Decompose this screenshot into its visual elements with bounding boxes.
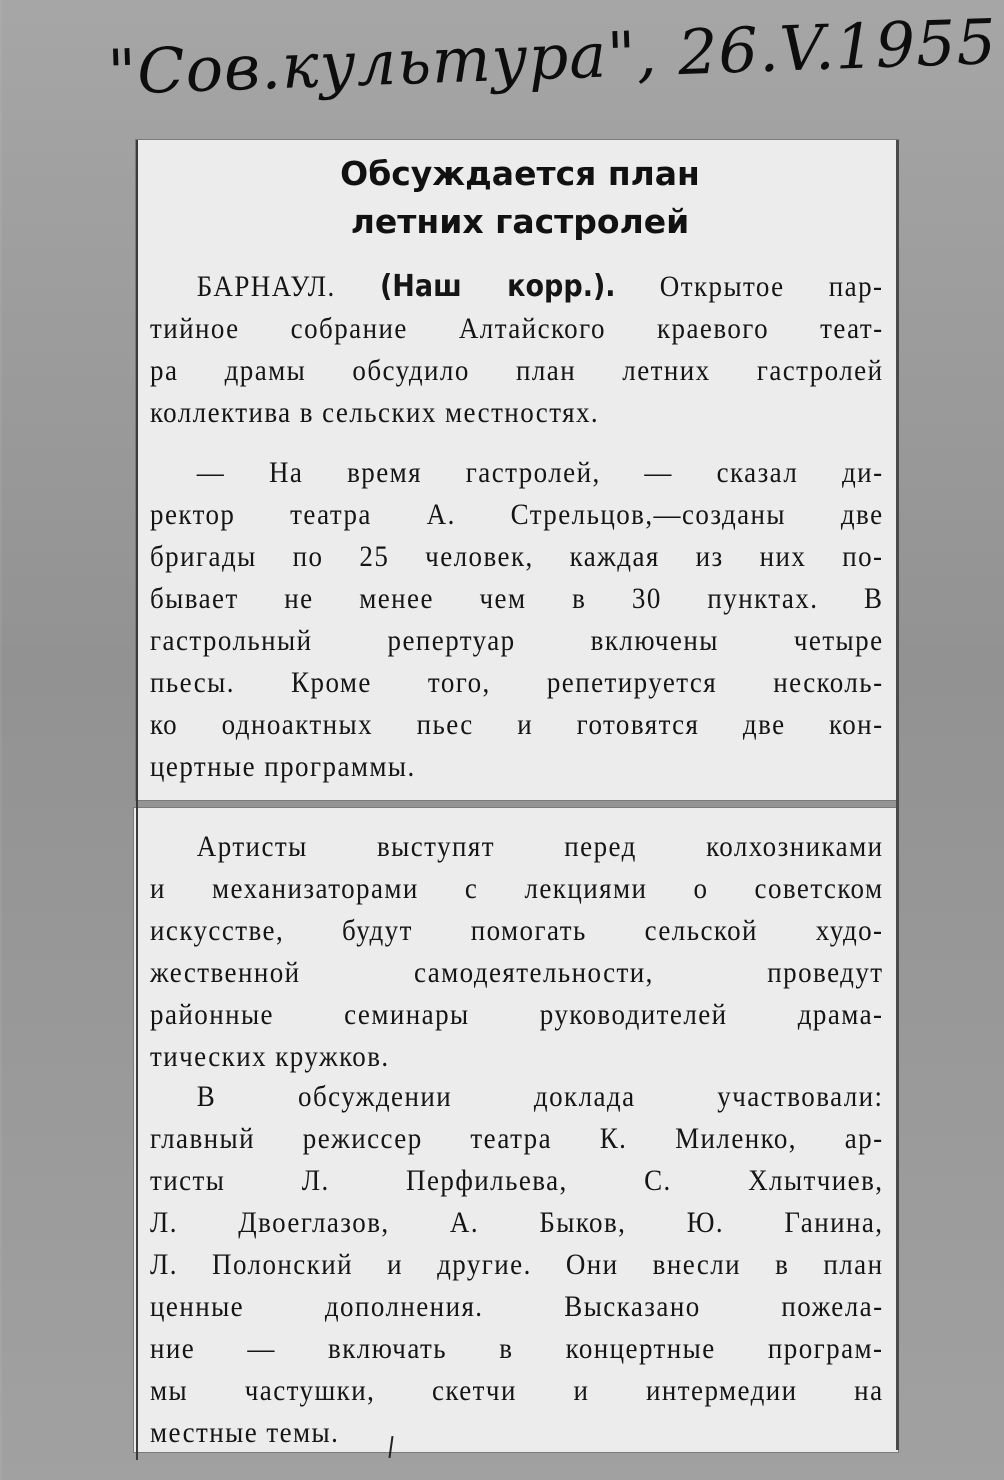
paragraph-line: тийное собрание Алтайского краевого теат- — [150, 312, 884, 345]
article-paragraph-2 — [150, 452, 884, 788]
paragraph-line: бывает не менее чем в 30 пунктах. В — [150, 582, 884, 615]
paragraph-line: ректор театра А. Стрельцов,—созданы две — [150, 498, 884, 531]
dateline-place: БАРНАУЛ. — [196, 270, 336, 303]
clipping-right-edge — [896, 140, 899, 1450]
paragraph-line — [150, 266, 884, 308]
paragraph-line: главный режиссер театра К. Миленко, ар- — [150, 1122, 884, 1155]
paragraph-line: бригады по 25 человек, каждая из них по- — [150, 540, 884, 573]
paragraph-line: искусстве, будут помогать сельской худо- — [150, 914, 884, 947]
clipping-left-edge — [136, 140, 138, 1460]
paragraph-text: Открытое пар- — [659, 270, 884, 303]
paragraph-line: районные семинары руководителей драма- — [150, 998, 884, 1031]
headline-line-1: Обсуждается план — [340, 154, 700, 193]
article-headline — [150, 150, 890, 246]
paragraph-line: ко одноактных пьес и готовятся две кон- — [150, 708, 884, 741]
article-paragraph-4 — [150, 1076, 884, 1454]
paragraph-line: цертные программы. — [150, 750, 416, 783]
paragraph-line: Л. Полонский и другие. Они внесли в план — [150, 1248, 884, 1281]
paragraph-line: Л. Двоеглазов, А. Быков, Ю. Ганина, — [150, 1206, 884, 1239]
paragraph-line: В обсуждении доклада участвовали: — [196, 1080, 884, 1113]
paragraph-line: ценные дополнения. Высказано пожела- — [150, 1290, 884, 1323]
article-paragraph-1 — [150, 266, 884, 434]
dateline-source: (Наш корр.). — [379, 269, 616, 304]
paragraph-line: коллектива в сельских местностях. — [150, 396, 600, 429]
paragraph-line: ра драмы обсудило план летних гастролей — [150, 354, 884, 387]
paragraph-line: мы частушки, скетчи и интермедии на — [150, 1374, 884, 1407]
paragraph-line: ние — включать в концертные програм- — [150, 1332, 884, 1365]
paragraph-line: — На время гастролей, — сказал ди- — [196, 456, 884, 489]
paragraph-line: тических кружков. — [150, 1040, 390, 1073]
paragraph-line: гастрольный репертуар включены четыре — [150, 624, 884, 657]
paragraph-line: местные темы. — [150, 1416, 340, 1449]
paragraph-line: тисты Л. Перфильева, С. Хлытчиев, — [150, 1164, 884, 1197]
paragraph-line: Артисты выступят перед колхозниками — [196, 830, 884, 863]
paragraph-line: жественной самодеятельности, проведут — [150, 956, 884, 989]
headline-line-2: летних гастролей — [350, 202, 690, 241]
paragraph-line: пьесы. Кроме того, репетируется несколь- — [150, 666, 884, 699]
handwritten-source-note: "Сов.культура", 26.V.1955 — [106, 4, 999, 109]
paragraph-line: и механизаторами с лекциями о советском — [150, 872, 884, 905]
article-paragraph-3 — [150, 826, 884, 1078]
